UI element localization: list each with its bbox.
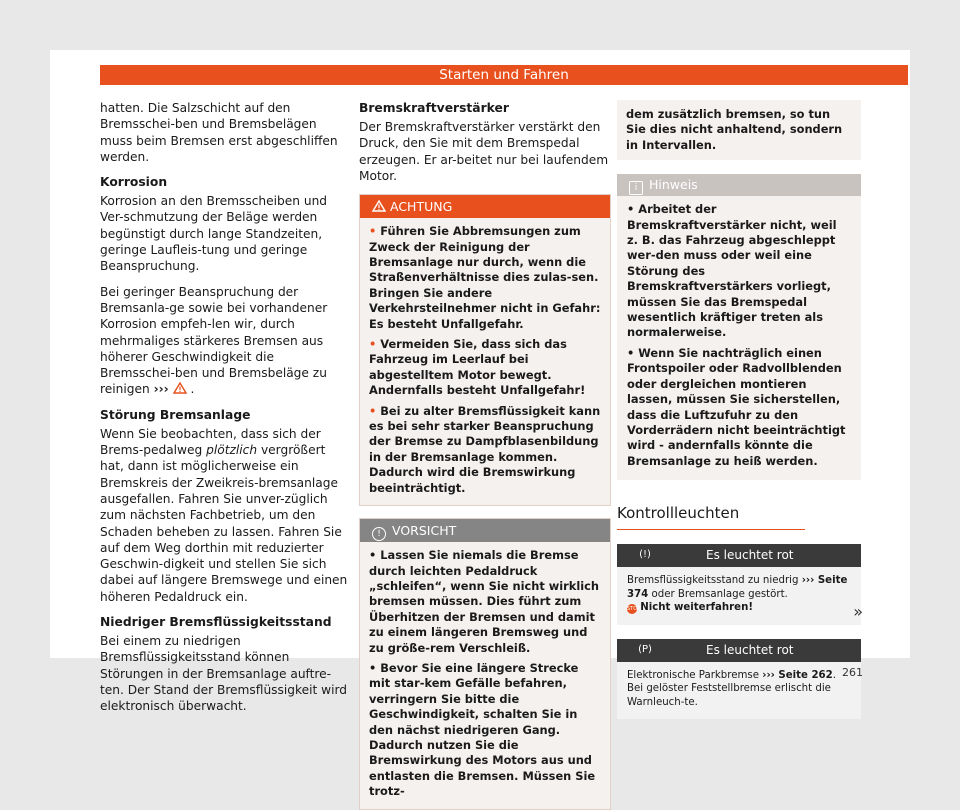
- hinweis-box: [617, 174, 861, 480]
- vorsicht-body: [360, 542, 610, 809]
- list-item: • Wenn Sie nachträglich einen Frontspoiler oder Radvollblenden oder dergleichen montieren lassen, müssen Sie sicherstellen, dass die Luftzufuhr zu den Vorderrädern nicht beeinträchtigt wird - andernfalls könnte die Bremsanlage zu heiß werden.: [627, 345, 846, 468]
- achtung-box: [359, 194, 611, 506]
- paragraph: hatten. Die Salzschicht auf den Bremsschei-ben und Bremsbelägen muss beim Bremsen erst abgeschliffen werden.: [100, 101, 338, 164]
- list-item-text: Vermeiden Sie, dass sich das Fahrzeug im Leerlauf bei abgestelltem Motor bewegt. Andernfalls besteht Unfallgefahr!: [369, 337, 586, 398]
- hinweis-title: Hinweis: [649, 177, 698, 193]
- heading-bremskraftverstaerker: Bremskraftverstärker: [359, 101, 509, 115]
- heading-niedrig: Niedriger Bremsflüssigkeitsstand: [100, 615, 332, 630]
- cross-reference[interactable]: ››› Seite 374: [627, 575, 848, 600]
- hinweis-header: [617, 174, 861, 196]
- list-item-text: Arbeitet der Bremskraftverstärker nicht, weil z. B. das Fahrzeug abgeschleppt wer-den muss oder weil eine Störung des Bremskraftverstärkers vorliegt, müssen Sie das Bremspedal wesentlich kräftiger treten als normalerweise.: [627, 202, 837, 340]
- info-icon: i: [629, 181, 643, 195]
- page-number: 261: [842, 666, 863, 679]
- paragraph-text: Wenn Sie beobachten, dass sich der Brems-pedalweg: [100, 426, 321, 458]
- lamp-header: [617, 544, 861, 567]
- lamp-body: Elektronische Parkbremse ››› Seite 262. Bei gelöster Feststellbremse erlischt die Warnleuch-te.: [617, 662, 861, 720]
- lamp-text: oder Bremsanlage gestört.: [651, 588, 788, 600]
- vorsicht-header: [360, 519, 610, 542]
- column-left: [100, 100, 352, 724]
- cross-reference[interactable]: ››› Seite 262: [762, 669, 833, 681]
- info-circle-icon: !: [372, 527, 386, 541]
- list-item: • Bei zu alter Bremsflüssigkeit kann es bei sehr starker Beanspruchung der Bremse zu Dampfblasenbildung in der Bremsanlage kommen. Dadurch wird die Bremswirkung beeinträchtigt.: [369, 403, 601, 495]
- brake-warning-icon: (!): [639, 549, 651, 561]
- lamp-header: [617, 639, 861, 662]
- paragraph-text: vergrößert hat, dann ist möglicherweise ein Bremskreis der Zweikreis-bremsanlage ausgefallen. Fahren Sie unver-züglich zum nächsten Fachbetrieb, um den Schaden beheben zu lassen. Fahren Sie auf dem Weg dorthin mit reduzierter Geschwin-digkeit und stellen Sie sich dabei auf längere Bremswege und einen höheren Pedaldruck ein.: [100, 443, 348, 604]
- list-item: • Bevor Sie eine längere Strecke mit star-kem Gefälle befahren, verringern Sie bitte die Geschwindigkeit, schalten Sie in den nächst niedrigeren Gang. Dadurch nutzen Sie die Bremswirkung des Motors aus und entlasten die Bremsen. Müssen Sie trotz-: [369, 660, 596, 799]
- lamp-text: Elektronische Parkbremse: [627, 669, 759, 681]
- emphasis: plötzlich: [206, 443, 258, 458]
- heading-stoerung: Störung Bremsanlage: [100, 407, 251, 422]
- paragraph-with-ref: Bei geringer Beanspruchung der Bremsanla-ge sowie bei vorhandener Korrosion empfeh-len wir, durch mehrmaliges stärkeres Bremsen aus höherer Geschwindigkeit die Bremsschei-ben und Bremsbeläge zu reinigen ››› .: [100, 284, 328, 397]
- achtung-title: ACHTUNG: [390, 199, 453, 215]
- manual-page: [50, 50, 910, 799]
- lamp-label: Es leuchtet rot: [706, 642, 794, 657]
- cross-reference[interactable]: ›››: [153, 382, 169, 397]
- list-item: • Vermeiden Sie, dass sich das Fahrzeug im Leerlauf bei abgestelltem Motor bewegt. Andernfalls besteht Unfallgefahr!: [369, 337, 586, 398]
- paragraph: [100, 426, 352, 605]
- heading-korrosion: Korrosion: [100, 175, 168, 190]
- warning-triangle-icon: [372, 200, 386, 212]
- section-title: Kontrollleuchten: [617, 504, 805, 530]
- list-item: • Führen Sie Abbremsungen zum Zweck der Reinigung der Bremsanlage nur durch, wenn die Straßenverhältnisse dies zulas-sen. Bringen Sie andere Verkehrsteilnehmer nicht in Gefahr: Es besteht Unfallgefahr.: [369, 224, 601, 331]
- parking-brake-icon: (P): [638, 643, 652, 655]
- vorsicht-title: VORSICHT: [392, 523, 457, 539]
- vorsicht-box: [359, 518, 611, 810]
- lamp-stop-text: Nicht weiterfahren!: [640, 602, 753, 614]
- stop-icon: STOP: [627, 606, 641, 613]
- paragraph: Bei einem zu niedrigen Bremsflüssigkeitsstand können Störungen in der Bremsanlage auftre-ten. Der Stand der Bremsflüssigkeit wird elektronisch überwacht.: [100, 634, 348, 714]
- continue-marker: »: [853, 602, 863, 621]
- paragraph: Der Bremskraftverstärker verstärkt den Druck, den Sie mit dem Bremspedal erzeugen. Er ar-beitet nur bei laufendem Motor.: [359, 120, 609, 183]
- list-item-text: Wenn Sie nachträglich einen Frontspoiler oder Radvollblenden oder dergleichen montieren lassen, müssen Sie sicherstellen, dass die Luftzufuhr zu den Vorderrädern nicht beeinträchtigt wird - andernfalls könnte die Bremsanlage zu heiß werden.: [627, 345, 846, 468]
- warning-lamp-brake: [617, 544, 861, 625]
- list-item-text: Bei zu alter Bremsflüssigkeit kann es bei sehr starker Beanspruchung der Bremse zu Dampfblasenbildung in der Bremsanlage kommen. Dadurch wird die Bremswirkung beeinträchtigt.: [369, 403, 601, 495]
- achtung-body: [360, 218, 610, 505]
- list-item-text: Bevor Sie eine längere Strecke mit star-kem Gefälle befahren, verringern Sie bitte die Geschwindigkeit, schalten Sie in den nächst niedrigeren Gang. Dadurch nutzen Sie die Bremswirkung des Motors aus und entlasten die Bremsen. Müssen Sie trotz-: [369, 660, 596, 799]
- list-item-text: Führen Sie Abbremsungen zum Zweck der Reinigung der Bremsanlage nur durch, wenn die Straßenverhältnisse dies zulas-sen. Bringen Sie andere Verkehrsteilnehmer nicht in Gefahr: Es besteht Unfallgefahr.: [369, 224, 601, 331]
- lamp-label: Es leuchtet rot: [706, 548, 794, 563]
- warning-lamp-parking: [617, 639, 861, 720]
- vorsicht-continuation: dem zusätzlich bremsen, so tun Sie dies nicht anhaltend, sondern in Intervallen.: [617, 100, 861, 160]
- lamp-text: Bei gelöster Feststellbremse erlischt die Warnleuch-te.: [627, 683, 831, 708]
- paragraph-text: Bei geringer Beanspruchung der Bremsanla-ge sowie bei vorhandener Korrosion empfeh-len wir, durch mehrmaliges stärkeres Bremsen aus höherer Geschwindigkeit die Bremsschei-ben und Bremsbeläge zu reinigen: [100, 284, 328, 397]
- list-item: • Lassen Sie niemals die Bremse durch leichten Pedaldruck „schleifen“, wenn Sie nicht wirklich bremsen müssen. Dies führt zum Überhitzen der Bremsen und damit zu einem längeren Bremsweg und zu größe-rem Verschleiß.: [369, 548, 600, 655]
- warning-triangle-icon: [173, 382, 187, 394]
- list-item-text: Lassen Sie niemals die Bremse durch leichten Pedaldruck „schleifen“, wenn Sie nicht wirklich bremsen müssen. Dies führt zum Überhitzen der Bremsen und damit zu einem längeren Bremsweg und zu größe-rem Verschleiß.: [369, 548, 600, 655]
- achtung-header: [360, 195, 610, 218]
- lamp-body: [617, 567, 861, 625]
- lamp-text: Bremsflüssigkeitsstand zu niedrig: [627, 575, 799, 587]
- column-middle: [359, 100, 611, 810]
- column-right: [617, 100, 861, 719]
- page-header: Starten und Fahren: [100, 65, 908, 85]
- list-item: • Arbeitet der Bremskraftverstärker nicht, weil z. B. das Fahrzeug abgeschleppt wer-den muss oder weil eine Störung des Bremskraftverstärkers vorliegt, müssen Sie das Bremspedal wesentlich kräftiger treten als normalerweise.: [627, 202, 837, 340]
- hinweis-body: [617, 196, 861, 480]
- paragraph: Korrosion an den Bremsscheiben und Ver-schmutzung der Beläge werden begünstigt durch lange Standzeiten, geringe Laufleis-tung und geringe Beanspruchung.: [100, 194, 328, 274]
